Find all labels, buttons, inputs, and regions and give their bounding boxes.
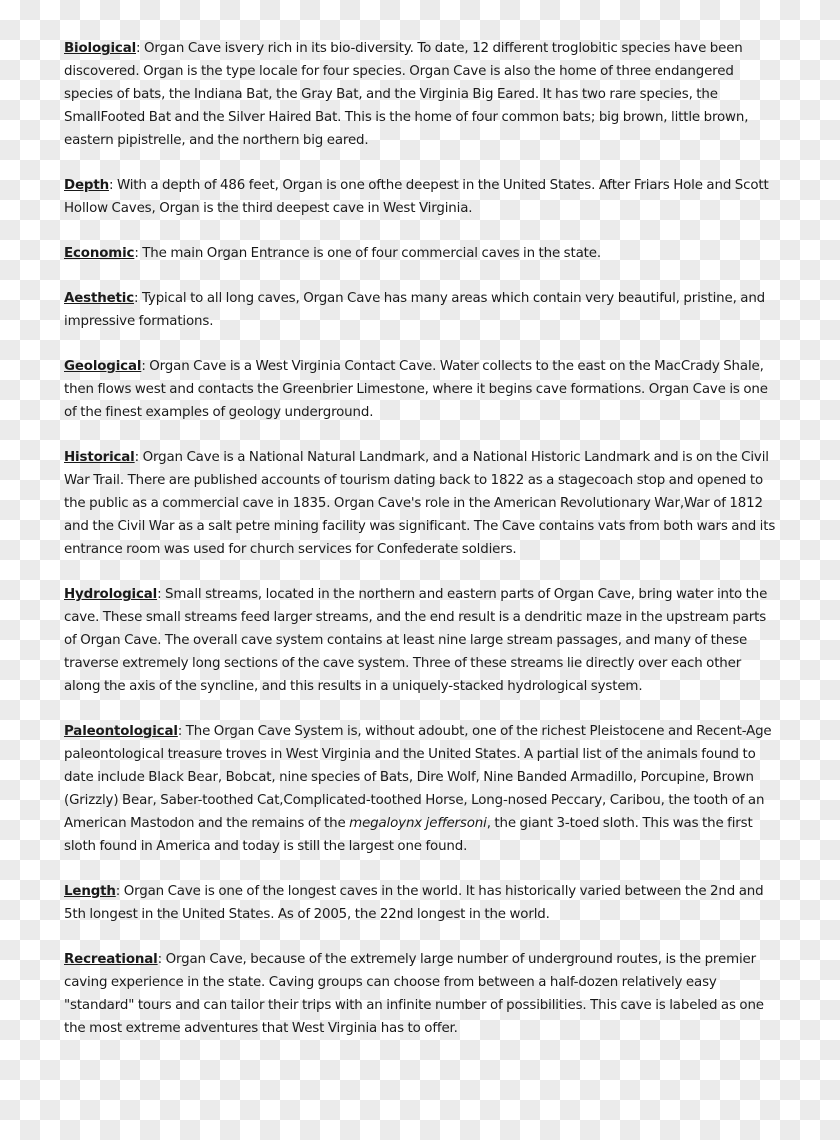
section-hydrological	[64, 583, 780, 698]
section-historical	[64, 446, 780, 561]
section-text: The main Organ Entrance is one of four commercial caves in the state.	[142, 246, 601, 261]
section-heading: Hydrological	[64, 587, 158, 602]
section-geological	[64, 355, 780, 424]
section-heading: Paleontological	[64, 724, 178, 739]
document-body	[64, 37, 780, 1062]
section-text: With a depth of 486 feet, Organ is one ofthe deepest in the United States. After Friars Hole and Scott Hollow Caves, Organ is the third deepest cave in West Virginia.	[64, 178, 769, 216]
section-text: Organ Cave is a National Natural Landmark, and a National Historic Landmark and is on the Civil War Trail. There are published accounts of tourism dating back to 1822 as a stagecoach stop and opened to the public as a commercial cave in 1835. Organ Cave's role in the American Revolutionary War,War of 1812 and the Civil War as a salt petre mining facility was significant. The Cave contains vats from both wars and its entrance room was used for church services for Confederate soldiers.	[64, 450, 776, 557]
section-length	[64, 880, 780, 926]
section-heading: Length	[64, 884, 116, 899]
section-text: Typical to all long caves, Organ Cave has many areas which contain very beautiful, pristine, and impressive formations.	[64, 291, 766, 329]
section-heading: Economic	[64, 246, 135, 261]
section-text: Organ Cave, because of the extremely large number of underground routes, is the premier caving experience in the state. Caving groups can choose from between a half-dozen relatively easy "standard" tours and can tailor their trips with an infinite number of possibilities. This cave is labeled as one the most extreme adventures that West Virginia has to offer.	[64, 952, 764, 1036]
section-text: The Organ Cave System is, without adoubt, one of the richest Pleistocene and Recent-Age paleontological treasure troves in West Virginia and the United States. A partial list of the animals found to date include Black Bear, Bobcat, nine species of Bats, Dire Wolf, Nine Banded Armadillo, Porcupine, Brown (Grizzly) Bear, Saber-toothed Cat,Complicated-toothed Horse, Long-nosed Peccary, Caribou, the tooth of an American Mastodon and the remains of the	[64, 724, 772, 831]
section-economic	[64, 242, 780, 265]
section-text: Organ Cave isvery rich in its bio-diversity. To date, 12 different troglobitic species have been discovered. Organ is the type locale for four species. Organ Cave is also the home of three endangered species of bats, the Indiana Bat, the Gray Bat, and the Virginia Big Eared. It has two rare species, the SmallFooted Bat and the Silver Haired Bat. This is the home of four common bats; big brown, little brown, eastern pipistrelle, and the northern big eared.	[64, 41, 749, 148]
section-paleontological	[64, 720, 780, 858]
heading-separator: :	[108, 178, 117, 193]
heading-separator: :	[157, 587, 166, 602]
section-text: Small streams, located in the northern and eastern parts of Organ Cave, bring water into the cave. These small streams feed larger streams, and the end result is a dendritic maze in the upstream parts of Organ Cave. The overall cave system contains at least nine large stream passages, and many of these traverse extremely long sections of the cave system. Three of these streams lie directly over each other along the axis of the syncline, and this results in a uniquely-stacked hydrological system.	[64, 587, 768, 694]
section-text: Organ Cave is one of the longest caves in the world. It has historically varied between the 2nd and 5th longest in the United States. As of 2005, the 22nd longest in the world.	[64, 884, 764, 922]
section-heading: Biological	[64, 41, 137, 56]
section-heading: Recreational	[64, 952, 158, 967]
heading-separator: :	[115, 884, 124, 899]
heading-separator: :	[136, 41, 144, 56]
section-text: Organ Cave is a West Virginia Contact Cave. Water collects to the east on the MacCrady Shale, then flows west and contacts the Greenbrier Limestone, where it begins cave formations. Organ Cave is one of the finest examples of geology underground.	[64, 359, 768, 420]
section-heading: Aesthetic	[64, 291, 135, 306]
section-recreational	[64, 948, 780, 1040]
section-aesthetic	[64, 287, 780, 333]
section-heading: Geological	[64, 359, 142, 374]
section-biological	[64, 37, 780, 152]
species-name: megaloynx jeffersoni	[349, 816, 487, 831]
section-heading: Depth	[64, 178, 109, 193]
heading-separator: :	[177, 724, 186, 739]
heading-separator: :	[134, 450, 143, 465]
section-depth	[64, 174, 780, 220]
heading-separator: :	[134, 246, 143, 261]
heading-separator: :	[134, 291, 142, 306]
heading-separator: :	[157, 952, 166, 967]
heading-separator: :	[141, 359, 150, 374]
section-heading: Historical	[64, 450, 135, 465]
section-text-continued: , the giant 3-toed sloth. This was the first sloth found in America and today is still the largest one found.	[64, 816, 753, 854]
